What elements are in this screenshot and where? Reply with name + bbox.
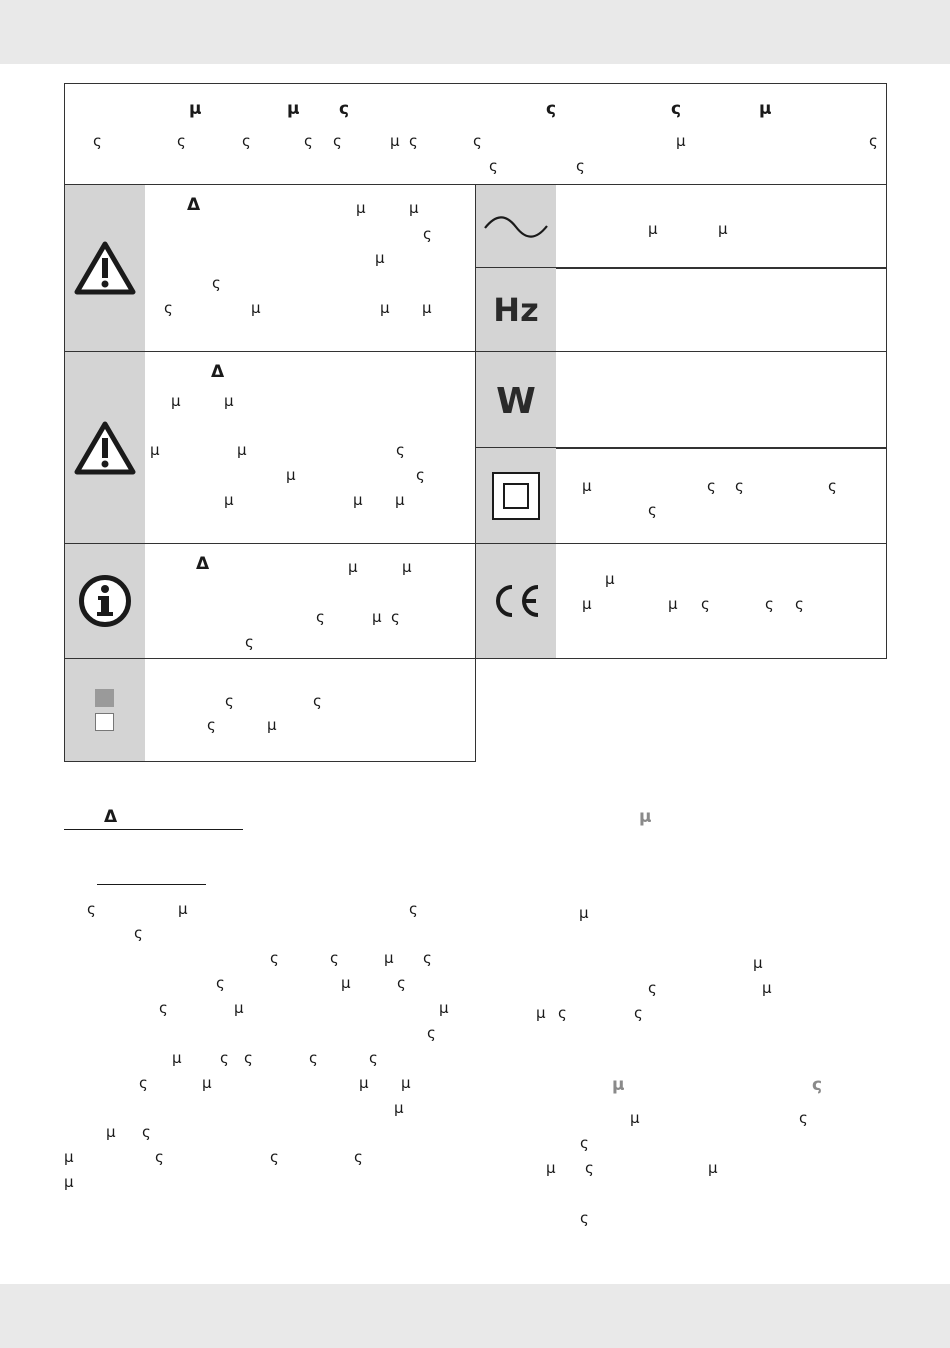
protection-glyph: ς	[707, 477, 716, 495]
info-glyph: μ	[372, 608, 382, 626]
body-glyph: μ	[536, 1004, 546, 1022]
warning-glyph: ς	[423, 225, 432, 243]
warning-glyph: ς	[212, 274, 221, 292]
body-glyph: ς	[397, 974, 406, 992]
warning-glyph: μ	[422, 299, 432, 317]
squares-glyph: ς	[207, 716, 216, 734]
icon-column	[65, 659, 145, 761]
ce-mark-icon	[476, 544, 556, 658]
info-delta: Δ	[196, 554, 210, 574]
protection-glyph: ς	[735, 477, 744, 495]
header-glyph: μ	[287, 99, 300, 119]
right-heading-glyph: μ	[639, 807, 652, 827]
header-glyph: ς	[473, 132, 482, 150]
warning-glyph: μ	[380, 299, 390, 317]
warning2-glyph: μ	[237, 441, 247, 459]
header-glyph: ς	[489, 157, 498, 175]
body-glyph: μ	[234, 999, 244, 1017]
body-glyph: μ	[178, 900, 188, 918]
squares-glyph: μ	[267, 716, 277, 734]
header-glyph: ς	[177, 132, 186, 150]
ce-glyph: μ	[668, 595, 678, 613]
warning2-glyph: ς	[416, 466, 425, 484]
watt-icon	[476, 352, 556, 448]
protection-glyph: ς	[648, 501, 657, 519]
header-glyph: ς	[576, 157, 585, 175]
body-glyph: ς	[648, 979, 657, 997]
top-margin-band	[0, 0, 950, 64]
header-glyph: ς	[546, 99, 557, 119]
header-glyph: ς	[333, 132, 342, 150]
section-heading-delta: Δ	[104, 807, 118, 827]
header-glyph: μ	[676, 132, 686, 150]
header-glyph: μ	[759, 99, 772, 119]
squares-glyph: ς	[313, 692, 322, 710]
body-glyph: ς	[799, 1109, 808, 1127]
body-glyph: μ	[546, 1159, 556, 1177]
warning2-glyph: μ	[395, 491, 405, 509]
body-glyph: μ	[753, 954, 763, 972]
header-glyph: μ	[390, 132, 400, 150]
body-glyph: μ	[439, 999, 449, 1017]
body-glyph: μ	[394, 1099, 404, 1117]
gray-square-icon	[95, 689, 114, 707]
body-glyph: ς	[427, 1024, 436, 1042]
body-glyph: μ	[106, 1123, 116, 1141]
body-glyph: ς	[159, 999, 168, 1017]
warning2-glyph: μ	[224, 491, 234, 509]
info-glyph: ς	[245, 633, 254, 651]
right-subheading-glyph: ς	[812, 1075, 823, 1095]
warning2-glyph: μ	[286, 466, 296, 484]
section-heading-underline	[64, 829, 243, 830]
warning-glyph: μ	[356, 199, 366, 217]
header-glyph: ς	[409, 132, 418, 150]
ac-glyph: μ	[718, 220, 728, 238]
protection-glyph: ς	[828, 477, 837, 495]
body-glyph: μ	[630, 1109, 640, 1127]
body-glyph: ς	[423, 949, 432, 967]
body-glyph: μ	[401, 1074, 411, 1092]
body-glyph: ς	[634, 1004, 643, 1022]
warning-glyph: μ	[251, 299, 261, 317]
warning2-glyph: μ	[150, 441, 160, 459]
ce-glyph: ς	[701, 595, 710, 613]
body-glyph: μ	[64, 1148, 74, 1166]
header-glyph: ς	[242, 132, 251, 150]
body-glyph: ς	[369, 1049, 378, 1067]
header-glyph: ς	[93, 132, 102, 150]
warning-glyph: μ	[409, 199, 419, 217]
body-glyph: μ	[64, 1173, 74, 1191]
svg-text:Hz: Hz	[493, 290, 539, 329]
body-glyph: ς	[216, 974, 225, 992]
body-glyph: ς	[354, 1148, 363, 1166]
body-glyph: ς	[87, 900, 96, 918]
warning-glyph: μ	[375, 249, 385, 267]
ac-glyph: μ	[648, 220, 658, 238]
info-glyph: μ	[402, 558, 412, 576]
header-glyph: μ	[189, 99, 202, 119]
body-glyph: μ	[708, 1159, 718, 1177]
ce-glyph: ς	[795, 595, 804, 613]
info-glyph: ς	[316, 608, 325, 626]
body-glyph: ς	[270, 1148, 279, 1166]
body-glyph: ς	[558, 1004, 567, 1022]
alternating-current-icon	[476, 185, 556, 268]
header-glyph: ς	[869, 132, 878, 150]
warning2-glyph: μ	[171, 392, 181, 410]
body-glyph: μ	[384, 949, 394, 967]
protection-glyph: μ	[582, 477, 592, 495]
body-glyph: ς	[580, 1209, 589, 1227]
squares-glyph: ς	[225, 692, 234, 710]
body-glyph: ς	[155, 1148, 164, 1166]
ce-glyph: μ	[605, 570, 615, 588]
bottom-margin-band	[0, 1284, 950, 1348]
body-glyph: ς	[330, 949, 339, 967]
warning-icon	[65, 185, 145, 351]
body-glyph: ς	[580, 1134, 589, 1152]
warning-icon	[65, 352, 145, 543]
body-glyph: ς	[220, 1049, 229, 1067]
ce-glyph: ς	[765, 595, 774, 613]
body-glyph: μ	[341, 974, 351, 992]
body-glyph: ς	[409, 900, 418, 918]
body-glyph: ς	[270, 949, 279, 967]
body-glyph: μ	[579, 904, 589, 922]
header-glyph: ς	[304, 132, 313, 150]
body-glyph: μ	[359, 1074, 369, 1092]
body-glyph: μ	[762, 979, 772, 997]
warning-glyph: ς	[164, 299, 173, 317]
info-icon	[65, 544, 145, 658]
body-glyph: ς	[585, 1159, 594, 1177]
body-glyph: μ	[172, 1049, 182, 1067]
header-glyph: ς	[339, 99, 350, 119]
body-glyph: ς	[244, 1049, 253, 1067]
double-insulation-icon	[476, 448, 556, 543]
warning2-glyph: μ	[353, 491, 363, 509]
header-glyph: ς	[671, 99, 682, 119]
body-glyph: ς	[134, 924, 143, 942]
body-glyph: ς	[309, 1049, 318, 1067]
svg-text:W: W	[496, 381, 536, 420]
white-square-icon	[95, 713, 114, 731]
subheading-underline	[97, 884, 206, 885]
body-glyph: μ	[202, 1074, 212, 1092]
warning2-glyph: μ	[224, 392, 234, 410]
body-glyph: ς	[139, 1074, 148, 1092]
warning2-glyph: ς	[396, 441, 405, 459]
hertz-icon	[476, 268, 556, 351]
warning2-delta: Δ	[211, 362, 225, 382]
info-glyph: ς	[391, 608, 400, 626]
body-glyph: ς	[142, 1123, 151, 1141]
warning-delta: Δ	[187, 195, 201, 215]
right-subheading-glyph: μ	[612, 1075, 625, 1095]
ce-glyph: μ	[582, 595, 592, 613]
info-glyph: μ	[348, 558, 358, 576]
